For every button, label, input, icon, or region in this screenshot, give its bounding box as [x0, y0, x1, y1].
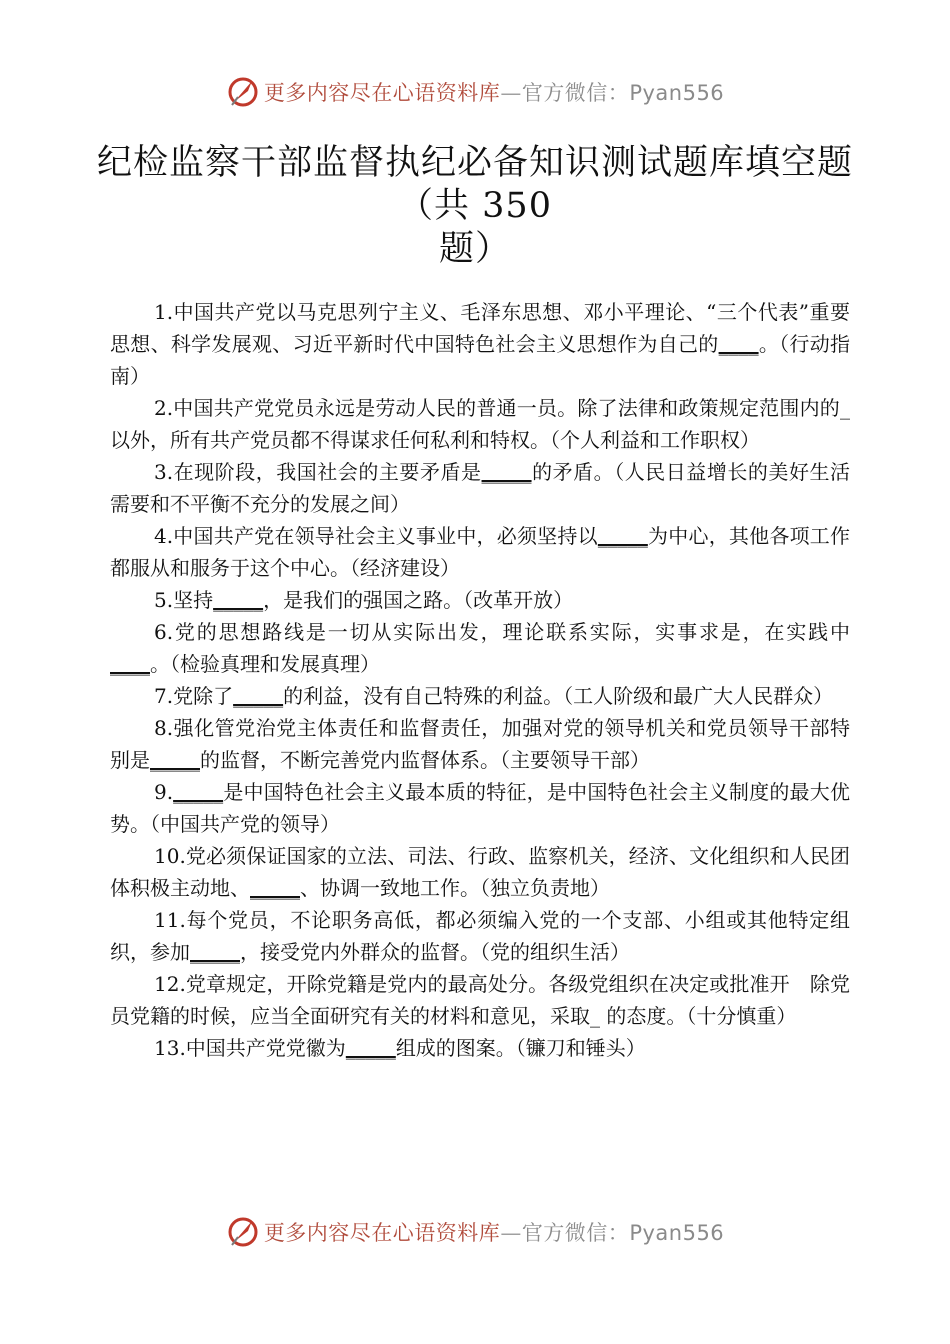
question-item: 8.强化管党治党主体责任和监督责任，加强对党的领导机关和党员领导干部特别是_____的监督，不断完善党内监督体系。（主要领导干部）	[110, 716, 850, 772]
banner-wechat-label: 官方微信：	[521, 1221, 630, 1245]
banner-text	[264, 1217, 724, 1247]
question-item: 11.每个党员，不论职务高低，都必须编入党的一个支部、小组或其他特定组织，参加_____，接受党内外群众的监督。（党的组织生活）	[110, 908, 850, 964]
banner-brand: 更多内容尽在心语资料库	[263, 1221, 501, 1245]
answer-blank: _____	[233, 684, 284, 708]
page-title	[0, 142, 950, 271]
answer-blank: _____	[345, 1036, 396, 1060]
answer-blank: _	[840, 396, 850, 420]
answer-blank: _____	[190, 940, 240, 964]
answer-blank: _____	[597, 524, 648, 548]
question-item: 5.坚持_____，是我们的强国之路。（改革开放）	[154, 588, 574, 612]
banner-dash: —	[500, 81, 522, 105]
banner-wechat-id: Pyan556	[629, 1221, 725, 1245]
footer-banner	[0, 1212, 950, 1252]
title-line-1: 纪检监察干部监督执纪必备知识测试题库填空题	[96, 143, 853, 183]
quill-logo-icon	[226, 1215, 260, 1249]
question-item: 10.党必须保证国家的立法、司法、行政、监察机关，经济、文化组织和人民团体积极主动地、_____、协调一致地工作。（独立负责地）	[110, 844, 850, 900]
banner-brand: 更多内容尽在心语资料库	[263, 81, 501, 105]
question-item: 12.党章规定，开除党籍是党内的最高处分。各级党组织在决定或批准开 除党员党籍的时候，应当全面研究有关的材料和意见，采取_ 的态度。（十分慎重）	[110, 972, 850, 1028]
answer-blank: _____	[481, 460, 532, 484]
title-line-2: （共 350	[398, 186, 552, 226]
banner-dash: —	[500, 1221, 522, 1245]
answer-blank: _____	[150, 748, 200, 772]
banner-text	[264, 77, 724, 107]
question-item: 7.党除了_____的利益，没有自己特殊的利益。（工人阶级和最广大人民群众）	[154, 684, 834, 708]
title-line-3: 题）	[438, 229, 511, 269]
question-list	[110, 296, 850, 1064]
question-item: 6.党的思想路线是一切从实际出发，理论联系实际，实事求是，在实践中____。（检验真理和发展真理）	[110, 620, 850, 676]
quill-logo-icon	[226, 75, 260, 109]
answer-blank: ____	[110, 652, 150, 676]
question-item: 2.中国共产党党员永远是劳动人民的普通一员。除了法律和政策规定范围内的_ 以外，所有共产党员都不得谋求任何私利和特权。（个人利益和工作职权）	[110, 396, 850, 452]
question-item: 9._____是中国特色社会主义最本质的特征，是中国特色社会主义制度的最大优势。（中国共产党的领导）	[110, 780, 850, 836]
header-banner	[0, 72, 950, 112]
answer-blank: _____	[213, 588, 264, 612]
answer-blank: _	[590, 1004, 607, 1028]
banner-wechat-label: 官方微信：	[521, 81, 630, 105]
answer-blank: _____	[173, 780, 224, 804]
answer-blank: ____	[718, 332, 759, 356]
question-item: 4.中国共产党在领导社会主义事业中，必须坚持以_____为中心，其他各项工作都服从和服务于这个中心。（经济建设）	[110, 524, 851, 580]
question-item: 3.在现阶段，我国社会的主要矛盾是_____的矛盾。（人民日益增长的美好生活需要和不平衡不充分的发展之间）	[110, 460, 850, 516]
answer-blank: _____	[250, 876, 300, 900]
question-item: 13.中国共产党党徽为_____组成的图案。（镰刀和锤头）	[154, 1036, 646, 1060]
banner-wechat-id: Pyan556	[629, 81, 725, 105]
question-item: 1.中国共产党以马克思列宁主义、毛泽东思想、邓小平理论、“三个代表”重要思想、科学发展观、习近平新时代中国特色社会主义思想作为自己的____。（行动指南）	[110, 300, 851, 388]
